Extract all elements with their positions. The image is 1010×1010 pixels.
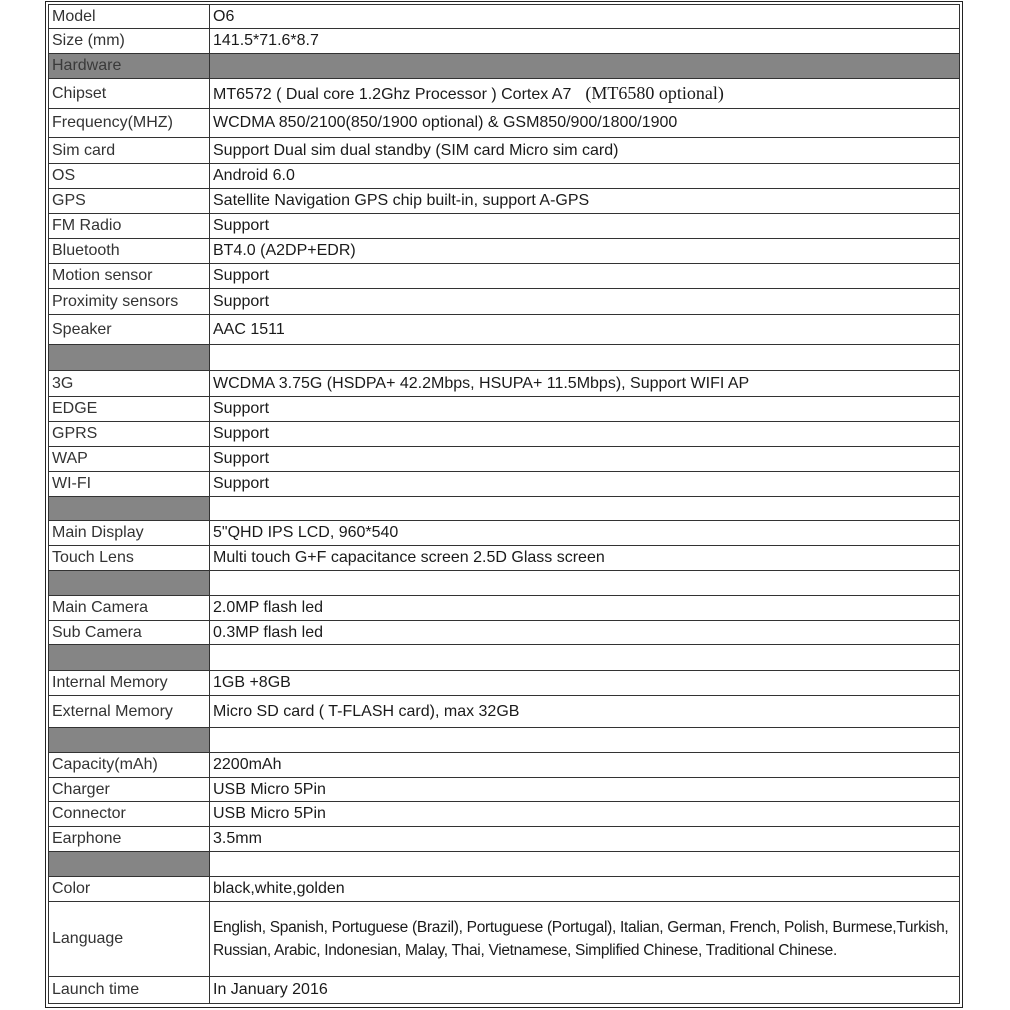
spec-value-text: 3.5mm	[213, 830, 262, 847]
spec-label: GPRS	[49, 422, 210, 447]
spec-label: Model	[49, 5, 210, 29]
spec-label: Language	[49, 902, 210, 977]
spec-value	[210, 472, 960, 497]
spec-value	[210, 521, 960, 546]
spec-label: OS	[49, 164, 210, 189]
spec-value	[210, 264, 960, 289]
spec-value-text: Satellite Navigation GPS chip built-in, support A-GPS	[213, 192, 590, 209]
spec-label: WI-FI	[49, 472, 210, 497]
spec-row	[49, 728, 960, 753]
spec-table	[48, 4, 960, 1004]
spec-row	[49, 472, 960, 497]
spec-value-text: Support	[213, 450, 270, 467]
spec-row	[49, 164, 960, 189]
spec-label: FM Radio	[49, 214, 210, 239]
spec-value-text: MT6572 ( Dual core 1.2Ghz Processor ) Cortex A7	[213, 85, 572, 103]
spec-label: Earphone	[49, 827, 210, 852]
spec-row	[49, 422, 960, 447]
spec-value-text: WCDMA 850/2100(850/1900 optional) & GSM850/900/1800/1900	[213, 114, 678, 131]
spec-value	[210, 79, 960, 109]
spec-row	[49, 802, 960, 827]
spec-row	[49, 345, 960, 371]
spec-value-text: WCDMA 3.75G (HSDPA+ 42.2Mbps, HSUPA+ 11.5Mbps), Support WIFI AP	[213, 374, 750, 392]
spec-row	[49, 447, 960, 472]
spec-row	[49, 54, 960, 79]
spec-value	[210, 802, 960, 827]
spec-value	[210, 827, 960, 852]
spec-label: Color	[49, 877, 210, 902]
spec-row	[49, 79, 960, 109]
spec-value	[210, 315, 960, 345]
spec-value	[210, 189, 960, 214]
spec-row	[49, 521, 960, 546]
spec-row	[49, 852, 960, 877]
spec-value	[210, 546, 960, 571]
spec-row	[49, 977, 960, 1004]
spec-value-text: BT4.0 (A2DP+EDR)	[213, 242, 356, 259]
spec-value	[210, 778, 960, 802]
spec-value	[210, 54, 960, 79]
spec-value	[210, 621, 960, 645]
spec-value-text: Android 6.0	[213, 167, 295, 184]
spec-label: Sub Camera	[49, 621, 210, 645]
spec-value	[210, 596, 960, 621]
spec-value-text: Support Dual sim dual standby (SIM card Micro sim card)	[213, 141, 619, 159]
spec-row	[49, 877, 960, 902]
spec-row	[49, 621, 960, 645]
spec-value-text: In January 2016	[213, 981, 328, 998]
spec-value-text: Support	[213, 475, 270, 492]
spec-value-text: Micro SD card ( T-FLASH card), max 32GB	[213, 702, 520, 720]
spec-value	[210, 5, 960, 29]
spec-value	[210, 447, 960, 472]
spec-value-text: 5"QHD IPS LCD, 960*540	[213, 524, 399, 541]
spec-row	[49, 397, 960, 422]
spec-row	[49, 29, 960, 54]
spec-value-text: 0.3MP flash led	[213, 623, 323, 641]
spec-row	[49, 571, 960, 596]
spec-label: Main Camera	[49, 596, 210, 621]
spec-label: Connector	[49, 802, 210, 827]
spec-value-text: English, Spanish, Portuguese (Brazil), Portuguese (Portugal), Italian, German, French, Polish, Burmese,Turkish, Russian, Arabic, Indonesian, Malay, Thai, Vietnamese, Simplified Chinese, Traditional Chinese.	[213, 918, 949, 959]
section-separator-cell	[49, 571, 210, 596]
spec-row	[49, 696, 960, 728]
spec-label: Touch Lens	[49, 546, 210, 571]
spec-value	[210, 289, 960, 315]
spec-label: EDGE	[49, 397, 210, 422]
spec-row	[49, 264, 960, 289]
spec-label: Sim card	[49, 138, 210, 164]
spec-label: Main Display	[49, 521, 210, 546]
spec-row	[49, 546, 960, 571]
spec-value-text: USB Micro 5Pin	[213, 780, 326, 798]
spec-value	[210, 852, 960, 877]
spec-value-text: 141.5*71.6*8.7	[213, 32, 319, 49]
spec-value-note: (MT6580 optional)	[585, 82, 724, 103]
spec-value-text: O6	[213, 7, 235, 25]
spec-label: Internal Memory	[49, 671, 210, 696]
spec-label: Bluetooth	[49, 239, 210, 264]
spec-value-text: Support	[213, 425, 270, 442]
spec-row	[49, 239, 960, 264]
spec-value-text: 2.0MP flash led	[213, 599, 323, 616]
spec-label: Charger	[49, 778, 210, 802]
spec-value	[210, 345, 960, 371]
spec-value	[210, 422, 960, 447]
spec-row	[49, 497, 960, 521]
spec-label: Motion sensor	[49, 264, 210, 289]
spec-value	[210, 645, 960, 671]
spec-value-text: Multi touch G+F capacitance screen 2.5D Glass screen	[213, 549, 605, 566]
spec-table-frame	[45, 1, 963, 1008]
spec-value-text: Support	[213, 217, 270, 234]
spec-value	[210, 571, 960, 596]
spec-value	[210, 164, 960, 189]
spec-row	[49, 671, 960, 696]
section-separator-cell	[49, 497, 210, 521]
spec-row	[49, 5, 960, 29]
spec-value	[210, 728, 960, 753]
spec-label: GPS	[49, 189, 210, 214]
section-separator-cell	[49, 728, 210, 753]
spec-value	[210, 371, 960, 397]
spec-label: External Memory	[49, 696, 210, 728]
spec-value	[210, 397, 960, 422]
spec-label: Speaker	[49, 315, 210, 345]
spec-label: Chipset	[49, 79, 210, 109]
spec-label: Frequency(MHZ)	[49, 109, 210, 138]
spec-row	[49, 753, 960, 778]
spec-row	[49, 109, 960, 138]
spec-row	[49, 214, 960, 239]
spec-label: Size (mm)	[49, 29, 210, 54]
spec-label: Capacity(mAh)	[49, 753, 210, 778]
spec-row	[49, 827, 960, 852]
spec-value	[210, 109, 960, 138]
spec-value	[210, 671, 960, 696]
spec-value	[210, 214, 960, 239]
spec-value	[210, 29, 960, 54]
spec-value-text: black,white,golden	[213, 880, 345, 897]
section-separator-cell	[49, 852, 210, 877]
spec-value	[210, 696, 960, 728]
spec-label: Proximity sensors	[49, 289, 210, 315]
spec-row	[49, 778, 960, 802]
spec-value-text: USB Micro 5Pin	[213, 805, 326, 822]
spec-value	[210, 902, 960, 977]
spec-row	[49, 189, 960, 214]
spec-row	[49, 138, 960, 164]
spec-value-text: Support	[213, 400, 270, 417]
spec-row	[49, 315, 960, 345]
spec-value-text: 2200mAh	[213, 756, 282, 773]
spec-value	[210, 138, 960, 164]
spec-value-text: Support	[213, 292, 270, 310]
spec-row	[49, 596, 960, 621]
section-separator-cell	[49, 345, 210, 371]
spec-row	[49, 289, 960, 315]
spec-value	[210, 497, 960, 521]
spec-value-text: 1GB +8GB	[213, 674, 291, 691]
spec-label: Launch time	[49, 977, 210, 1004]
spec-label: WAP	[49, 447, 210, 472]
spec-label: Hardware	[49, 54, 210, 79]
spec-value-text: AAC 1511	[213, 320, 285, 338]
section-separator-cell	[49, 645, 210, 671]
spec-value	[210, 877, 960, 902]
spec-label: 3G	[49, 371, 210, 397]
spec-value	[210, 239, 960, 264]
spec-row	[49, 645, 960, 671]
spec-row	[49, 371, 960, 397]
spec-row	[49, 902, 960, 977]
spec-value-text: Support	[213, 267, 270, 284]
spec-value	[210, 977, 960, 1004]
spec-value	[210, 753, 960, 778]
